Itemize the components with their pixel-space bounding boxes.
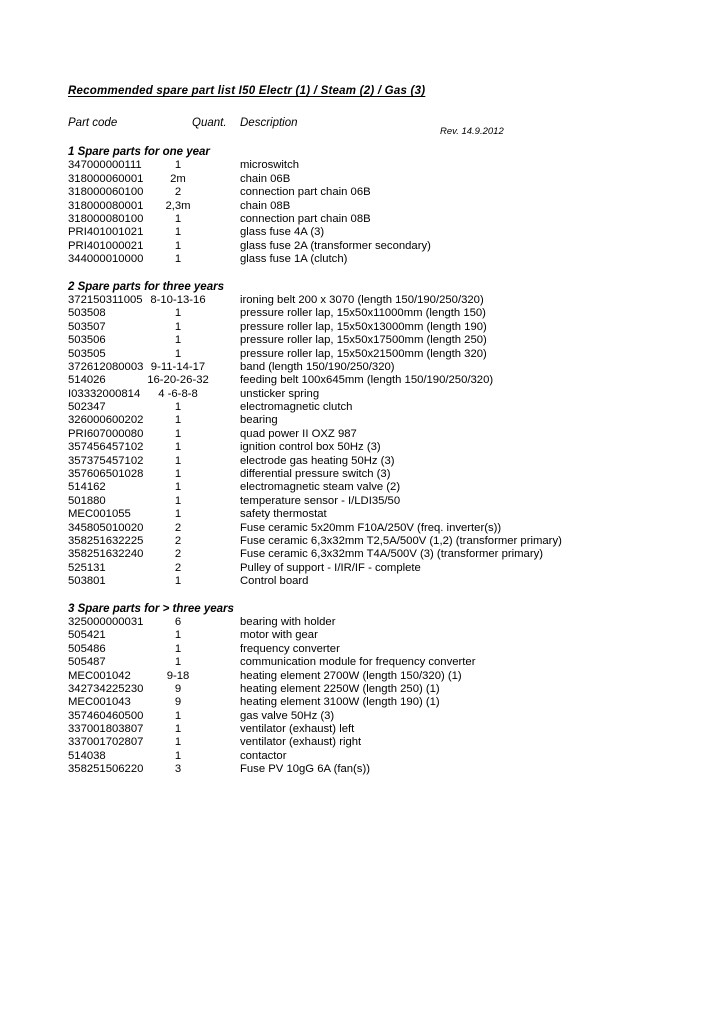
parts-table bbox=[68, 294, 668, 589]
cell-description: temperature sensor - I/LDI35/50 bbox=[240, 494, 401, 507]
cell-description: ventilator (exhaust) right bbox=[240, 736, 362, 749]
cell-quantity: 6 bbox=[174, 615, 182, 628]
table-row bbox=[68, 629, 668, 642]
cell-part-code: 357375457102 bbox=[68, 454, 144, 467]
cell-quantity: 1 bbox=[174, 401, 182, 414]
table-row bbox=[68, 334, 668, 347]
table-row bbox=[68, 414, 668, 427]
table-row bbox=[68, 226, 668, 239]
table-row bbox=[68, 616, 668, 629]
cell-quantity: 1 bbox=[174, 307, 182, 320]
column-headers bbox=[68, 116, 668, 130]
revision-date: Rev. 14.9.2012 bbox=[440, 126, 504, 137]
cell-quantity: 16-20-26-32 bbox=[147, 374, 209, 387]
cell-description: communication module for frequency converter bbox=[240, 656, 476, 669]
cell-quantity: 1 bbox=[174, 481, 182, 494]
cell-part-code: 318000060001 bbox=[68, 172, 144, 185]
cell-description: heating element 2250W (length 250) (1) bbox=[240, 682, 440, 695]
table-row bbox=[68, 200, 668, 213]
cell-description: glass fuse 4A (3) bbox=[240, 226, 325, 239]
cell-description: glass fuse 2A (transformer secondary) bbox=[240, 239, 431, 252]
table-row bbox=[68, 401, 668, 414]
table-row bbox=[68, 361, 668, 374]
cell-part-code: MEC001055 bbox=[68, 508, 131, 521]
cell-description: pressure roller lap, 15x50x17500mm (length 250) bbox=[240, 334, 487, 347]
cell-quantity: 1 bbox=[174, 253, 182, 266]
cell-quantity: 1 bbox=[174, 226, 182, 239]
cell-quantity: 2 bbox=[174, 548, 182, 561]
cell-part-code: 372612080003 bbox=[68, 360, 144, 373]
cell-description: bearing with holder bbox=[240, 615, 336, 628]
section-heading: 3 Spare parts for > three years bbox=[68, 602, 234, 615]
cell-description: motor with gear bbox=[240, 629, 318, 642]
cell-quantity: 1 bbox=[174, 212, 182, 225]
table-row bbox=[68, 508, 668, 521]
cell-part-code: I03332000814 bbox=[68, 387, 141, 400]
sections-container bbox=[68, 146, 668, 777]
table-row bbox=[68, 468, 668, 481]
cell-quantity: 9-11-14-17 bbox=[150, 360, 206, 373]
cell-part-code: 503508 bbox=[68, 307, 106, 320]
table-row bbox=[68, 441, 668, 454]
column-header-description: Description bbox=[240, 117, 298, 129]
cell-quantity: 1 bbox=[174, 159, 182, 172]
cell-description: feeding belt 100x645mm (length 150/190/250/320) bbox=[240, 374, 494, 387]
cell-description: glass fuse 1A (clutch) bbox=[240, 253, 348, 266]
cell-quantity: 2 bbox=[174, 534, 182, 547]
cell-quantity: 1 bbox=[174, 427, 182, 440]
table-row bbox=[68, 643, 668, 656]
table-row bbox=[68, 455, 668, 468]
cell-part-code: 357456457102 bbox=[68, 441, 144, 454]
cell-part-code: 514038 bbox=[68, 749, 106, 762]
cell-quantity: 2,3m bbox=[165, 199, 191, 212]
cell-quantity: 1 bbox=[174, 441, 182, 454]
cell-quantity: 1 bbox=[174, 239, 182, 252]
cell-part-code: 525131 bbox=[68, 561, 106, 574]
table-row bbox=[68, 522, 668, 535]
page-title: Recommended spare part list I50 Electr (1) / Steam (2) / Gas (3) bbox=[68, 85, 426, 97]
cell-quantity: 1 bbox=[174, 575, 182, 588]
parts-table bbox=[68, 616, 668, 777]
cell-part-code: 358251632240 bbox=[68, 548, 144, 561]
table-row bbox=[68, 481, 668, 494]
parts-section bbox=[68, 146, 668, 267]
cell-description: Fuse ceramic 5x20mm F10A/250V (freq. inverter(s)) bbox=[240, 521, 502, 534]
cell-quantity: 1 bbox=[174, 629, 182, 642]
cell-description: contactor bbox=[240, 749, 287, 762]
table-row bbox=[68, 374, 668, 387]
cell-description: differential pressure switch (3) bbox=[240, 468, 391, 481]
cell-part-code: 503801 bbox=[68, 575, 106, 588]
cell-description: Fuse ceramic 6,3x32mm T4A/500V (3) (transformer primary) bbox=[240, 548, 544, 561]
cell-part-code: 503507 bbox=[68, 320, 106, 333]
cell-part-code: 337001803807 bbox=[68, 723, 144, 736]
table-row bbox=[68, 495, 668, 508]
cell-description: ventilator (exhaust) left bbox=[240, 723, 355, 736]
cell-quantity: 9-18 bbox=[166, 669, 190, 682]
cell-part-code: 514026 bbox=[68, 374, 106, 387]
cell-description: pressure roller lap, 15x50x11000mm (length 150) bbox=[240, 307, 486, 320]
table-row bbox=[68, 710, 668, 723]
cell-part-code: 505487 bbox=[68, 656, 106, 669]
table-row bbox=[68, 763, 668, 776]
cell-part-code: 357460460500 bbox=[68, 709, 144, 722]
cell-description: frequency converter bbox=[240, 642, 340, 655]
cell-part-code: 318000080100 bbox=[68, 212, 144, 225]
table-row bbox=[68, 253, 668, 266]
cell-description: microswitch bbox=[240, 159, 299, 172]
cell-part-code: 325000000031 bbox=[68, 615, 144, 628]
cell-description: Control board bbox=[240, 575, 309, 588]
cell-quantity: 1 bbox=[174, 334, 182, 347]
table-row bbox=[68, 294, 668, 307]
cell-quantity: 9 bbox=[174, 682, 182, 695]
cell-description: Fuse PV 10gG 6A (fan(s)) bbox=[240, 763, 370, 776]
cell-quantity: 4 -6-8-8 bbox=[158, 387, 198, 400]
cell-description: connection part chain 08B bbox=[240, 212, 371, 225]
spare-parts-document bbox=[68, 84, 668, 777]
table-row bbox=[68, 562, 668, 575]
cell-description: heating element 3100W (length 190) (1) bbox=[240, 696, 440, 709]
table-row bbox=[68, 348, 668, 361]
table-row bbox=[68, 723, 668, 736]
table-row bbox=[68, 548, 668, 561]
cell-quantity: 1 bbox=[174, 468, 182, 481]
cell-description: gas valve 50Hz (3) bbox=[240, 709, 335, 722]
cell-part-code: 326000600202 bbox=[68, 414, 144, 427]
table-row bbox=[68, 428, 668, 441]
cell-part-code: PRI401000021 bbox=[68, 239, 144, 252]
cell-part-code: 502347 bbox=[68, 401, 106, 414]
cell-quantity: 1 bbox=[174, 494, 182, 507]
cell-description: electromagnetic clutch bbox=[240, 401, 353, 414]
table-row bbox=[68, 575, 668, 588]
cell-quantity: 1 bbox=[174, 709, 182, 722]
cell-part-code: 505421 bbox=[68, 629, 106, 642]
cell-description: heating element 2700W (length 150/320) (1) bbox=[240, 669, 462, 682]
table-row bbox=[68, 388, 668, 401]
cell-part-code: 358251506220 bbox=[68, 763, 144, 776]
cell-description: ignition control box 50Hz (3) bbox=[240, 441, 381, 454]
cell-part-code: 503506 bbox=[68, 334, 106, 347]
cell-description: bearing bbox=[240, 414, 278, 427]
cell-part-code: 372150311005 bbox=[68, 293, 143, 306]
cell-quantity: 1 bbox=[174, 508, 182, 521]
cell-quantity: 1 bbox=[174, 414, 182, 427]
table-row bbox=[68, 656, 668, 669]
table-row bbox=[68, 240, 668, 253]
cell-part-code: 505486 bbox=[68, 642, 106, 655]
cell-part-code: MEC001042 bbox=[68, 669, 131, 682]
table-row bbox=[68, 159, 668, 172]
cell-part-code: 337001702807 bbox=[68, 736, 144, 749]
parts-section bbox=[68, 281, 668, 589]
column-header-part-code: Part code bbox=[68, 117, 118, 129]
cell-part-code: 503505 bbox=[68, 347, 106, 360]
table-row bbox=[68, 696, 668, 709]
cell-part-code: 358251632225 bbox=[68, 534, 144, 547]
cell-part-code: 514162 bbox=[68, 481, 106, 494]
table-row bbox=[68, 670, 668, 683]
cell-part-code: 501880 bbox=[68, 494, 106, 507]
cell-part-code: PRI401001021 bbox=[68, 226, 144, 239]
table-row bbox=[68, 213, 668, 226]
parts-section bbox=[68, 603, 668, 777]
cell-description: Fuse ceramic 6,3x32mm T2,5A/500V (1,2) (transformer primary) bbox=[240, 534, 562, 547]
cell-description: pressure roller lap, 15x50x13000mm (length 190) bbox=[240, 320, 487, 333]
cell-quantity: 1 bbox=[174, 723, 182, 736]
section-heading: 2 Spare parts for three years bbox=[68, 280, 224, 293]
table-row bbox=[68, 321, 668, 334]
cell-description: ironing belt 200 x 3070 (length 150/190/250/320) bbox=[240, 293, 484, 306]
cell-part-code: MEC001043 bbox=[68, 696, 131, 709]
cell-description: quad power II OXZ 987 bbox=[240, 427, 357, 440]
table-row bbox=[68, 186, 668, 199]
column-header-quantity: Quant. bbox=[192, 117, 227, 129]
cell-part-code: PRI607000080 bbox=[68, 427, 144, 440]
cell-description: chain 08B bbox=[240, 199, 291, 212]
cell-description: connection part chain 06B bbox=[240, 186, 371, 199]
table-row bbox=[68, 750, 668, 763]
cell-description: pressure roller lap, 15x50x21500mm (length 320) bbox=[240, 347, 487, 360]
cell-quantity: 1 bbox=[174, 656, 182, 669]
cell-quantity: 2 bbox=[174, 561, 182, 574]
cell-quantity: 9 bbox=[174, 696, 182, 709]
cell-description: chain 06B bbox=[240, 172, 291, 185]
cell-part-code: 344000010000 bbox=[68, 253, 144, 266]
parts-table bbox=[68, 159, 668, 266]
cell-quantity: 2m bbox=[170, 172, 186, 185]
cell-quantity: 3 bbox=[174, 763, 182, 776]
cell-quantity: 1 bbox=[174, 642, 182, 655]
table-row bbox=[68, 736, 668, 749]
cell-description: safety thermostat bbox=[240, 508, 327, 521]
cell-quantity: 1 bbox=[174, 347, 182, 360]
cell-quantity: 1 bbox=[174, 749, 182, 762]
cell-part-code: 357606501028 bbox=[68, 468, 144, 481]
cell-quantity: 2 bbox=[174, 186, 182, 199]
cell-quantity: 1 bbox=[174, 454, 182, 467]
table-row bbox=[68, 683, 668, 696]
cell-description: electromagnetic steam valve (2) bbox=[240, 481, 401, 494]
cell-quantity: 8-10-13-16 bbox=[150, 293, 206, 306]
table-row bbox=[68, 535, 668, 548]
cell-quantity: 1 bbox=[174, 736, 182, 749]
cell-part-code: 345805010020 bbox=[68, 521, 144, 534]
table-row bbox=[68, 173, 668, 186]
cell-part-code: 318000060100 bbox=[68, 186, 144, 199]
table-row bbox=[68, 307, 668, 320]
cell-part-code: 318000080001 bbox=[68, 199, 144, 212]
cell-description: Pulley of support - I/IR/IF - complete bbox=[240, 561, 421, 574]
section-heading: 1 Spare parts for one year bbox=[68, 146, 210, 158]
cell-description: unsticker spring bbox=[240, 387, 320, 400]
cell-part-code: 347000000111 bbox=[68, 159, 142, 172]
cell-description: electrode gas heating 50Hz (3) bbox=[240, 454, 395, 467]
cell-part-code: 342734225230 bbox=[68, 682, 144, 695]
cell-quantity: 2 bbox=[174, 521, 182, 534]
cell-description: band (length 150/190/250/320) bbox=[240, 360, 395, 373]
cell-quantity: 1 bbox=[174, 320, 182, 333]
